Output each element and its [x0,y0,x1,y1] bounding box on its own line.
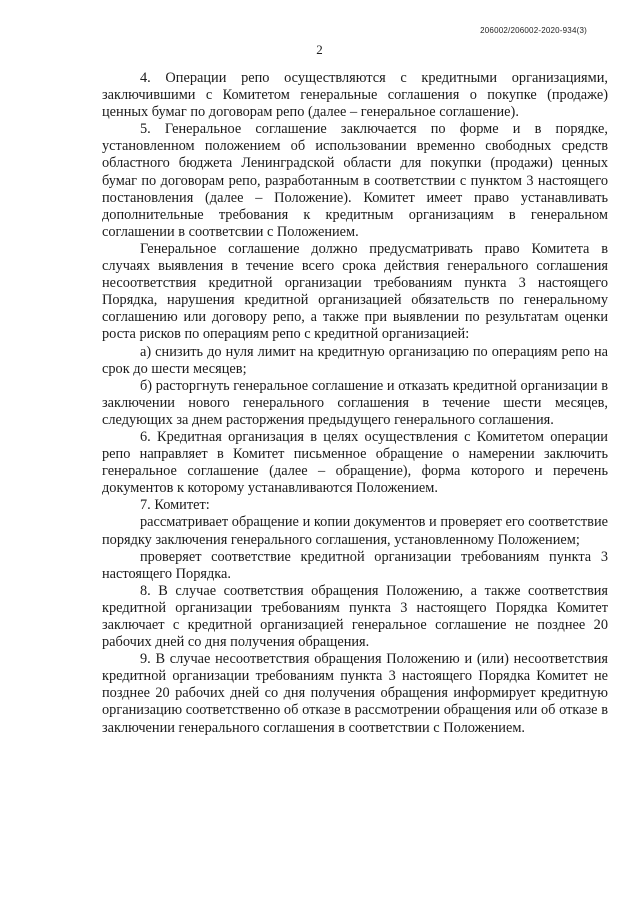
paragraph-item-9: 9. В случае несоответствия обращения Положению и (или) несоответствия кредитной организации требованиям пункта 3 настоящего Порядка Комитет не позднее 20 рабочих дней со дня получения обращения информирует кредитную организацию соответственно об отказе в рассмотрении обращения или об отказе в заключении генерального соглашения в соответствии с Положением. [102,651,608,736]
document-body [102,70,608,737]
paragraph-item-5: 5. Генеральное соглашение заключается по форме и в порядке, установленном положением об использовании временно свободных средств областного бюджета Ленинградской области для покупки (продажи) ценных бумаг по договорам репо, разработанным в соответствии с пунктом 3 настоящего постановления (далее – Положение). Комитет имеет право устанавливать дополнительные требования к кредитным организациям в генеральном соглашении в соответсвии с Положением. [102,121,608,240]
paragraph-subitem-b: б) расторгнуть генеральное соглашение и отказать кредитной организации в заключении нового генерального соглашения в течение шести месяцев, следующих за днем расторжения предыдущего генерального соглашения. [102,377,608,428]
document-registration-number: 206002/206002-2020-934(3) [480,26,587,35]
paragraph-subitem-a: а) снизить до нуля лимит на кредитную организацию по операциям репо на срок до шести месяцев; [102,343,608,377]
paragraph-item-4: 4. Операции репо осуществляются с кредитными организациями, заключившими с Комитетом генеральные соглашения о покупке (продаже) ценных бумаг по договорам репо (далее – генеральное соглашение). [102,70,608,121]
paragraph-item-7-review: рассматривает обращение и копии документов и проверяет его соответствие порядку заключения генерального соглашения, установленному Положением; [102,514,608,548]
paragraph-item-6: 6. Кредитная организация в целях осуществления с Комитетом операции репо направляет в Комитет письменное обращение о намерении заключить генеральное соглашение (далее – обращение), форма которого и перечень документов к которому устанавливаются Положением. [102,428,608,497]
paragraph-item-7: 7. Комитет: [140,497,210,514]
paragraph-general-agreement-rights: Генеральное соглашение должно предусматривать право Комитета в случаях выявления в течение всего срока действия генерального соглашения несоответствия кредитной организации требованиям пункта 3 настоящего Порядка, нарушения кредитной организацией обязательств по генеральному соглашению или договору репо, а также при выявлении по результатам оценки роста рисков по операциям репо с кредитной организацией: [102,240,608,343]
page-number: 2 [316,42,323,57]
paragraph-item-7-verify: проверяет соответствие кредитной организации требованиям пункта 3 настоящего Порядка. [102,548,608,582]
paragraph-item-8: 8. В случае соответствия обращения Положению, а также соответствия кредитной организации требованиям пункта 3 настоящего Порядка Комитет заключает с кредитной организацией генеральное соглашение не позднее 20 рабочих дней со дня получения обращения. [102,582,608,651]
